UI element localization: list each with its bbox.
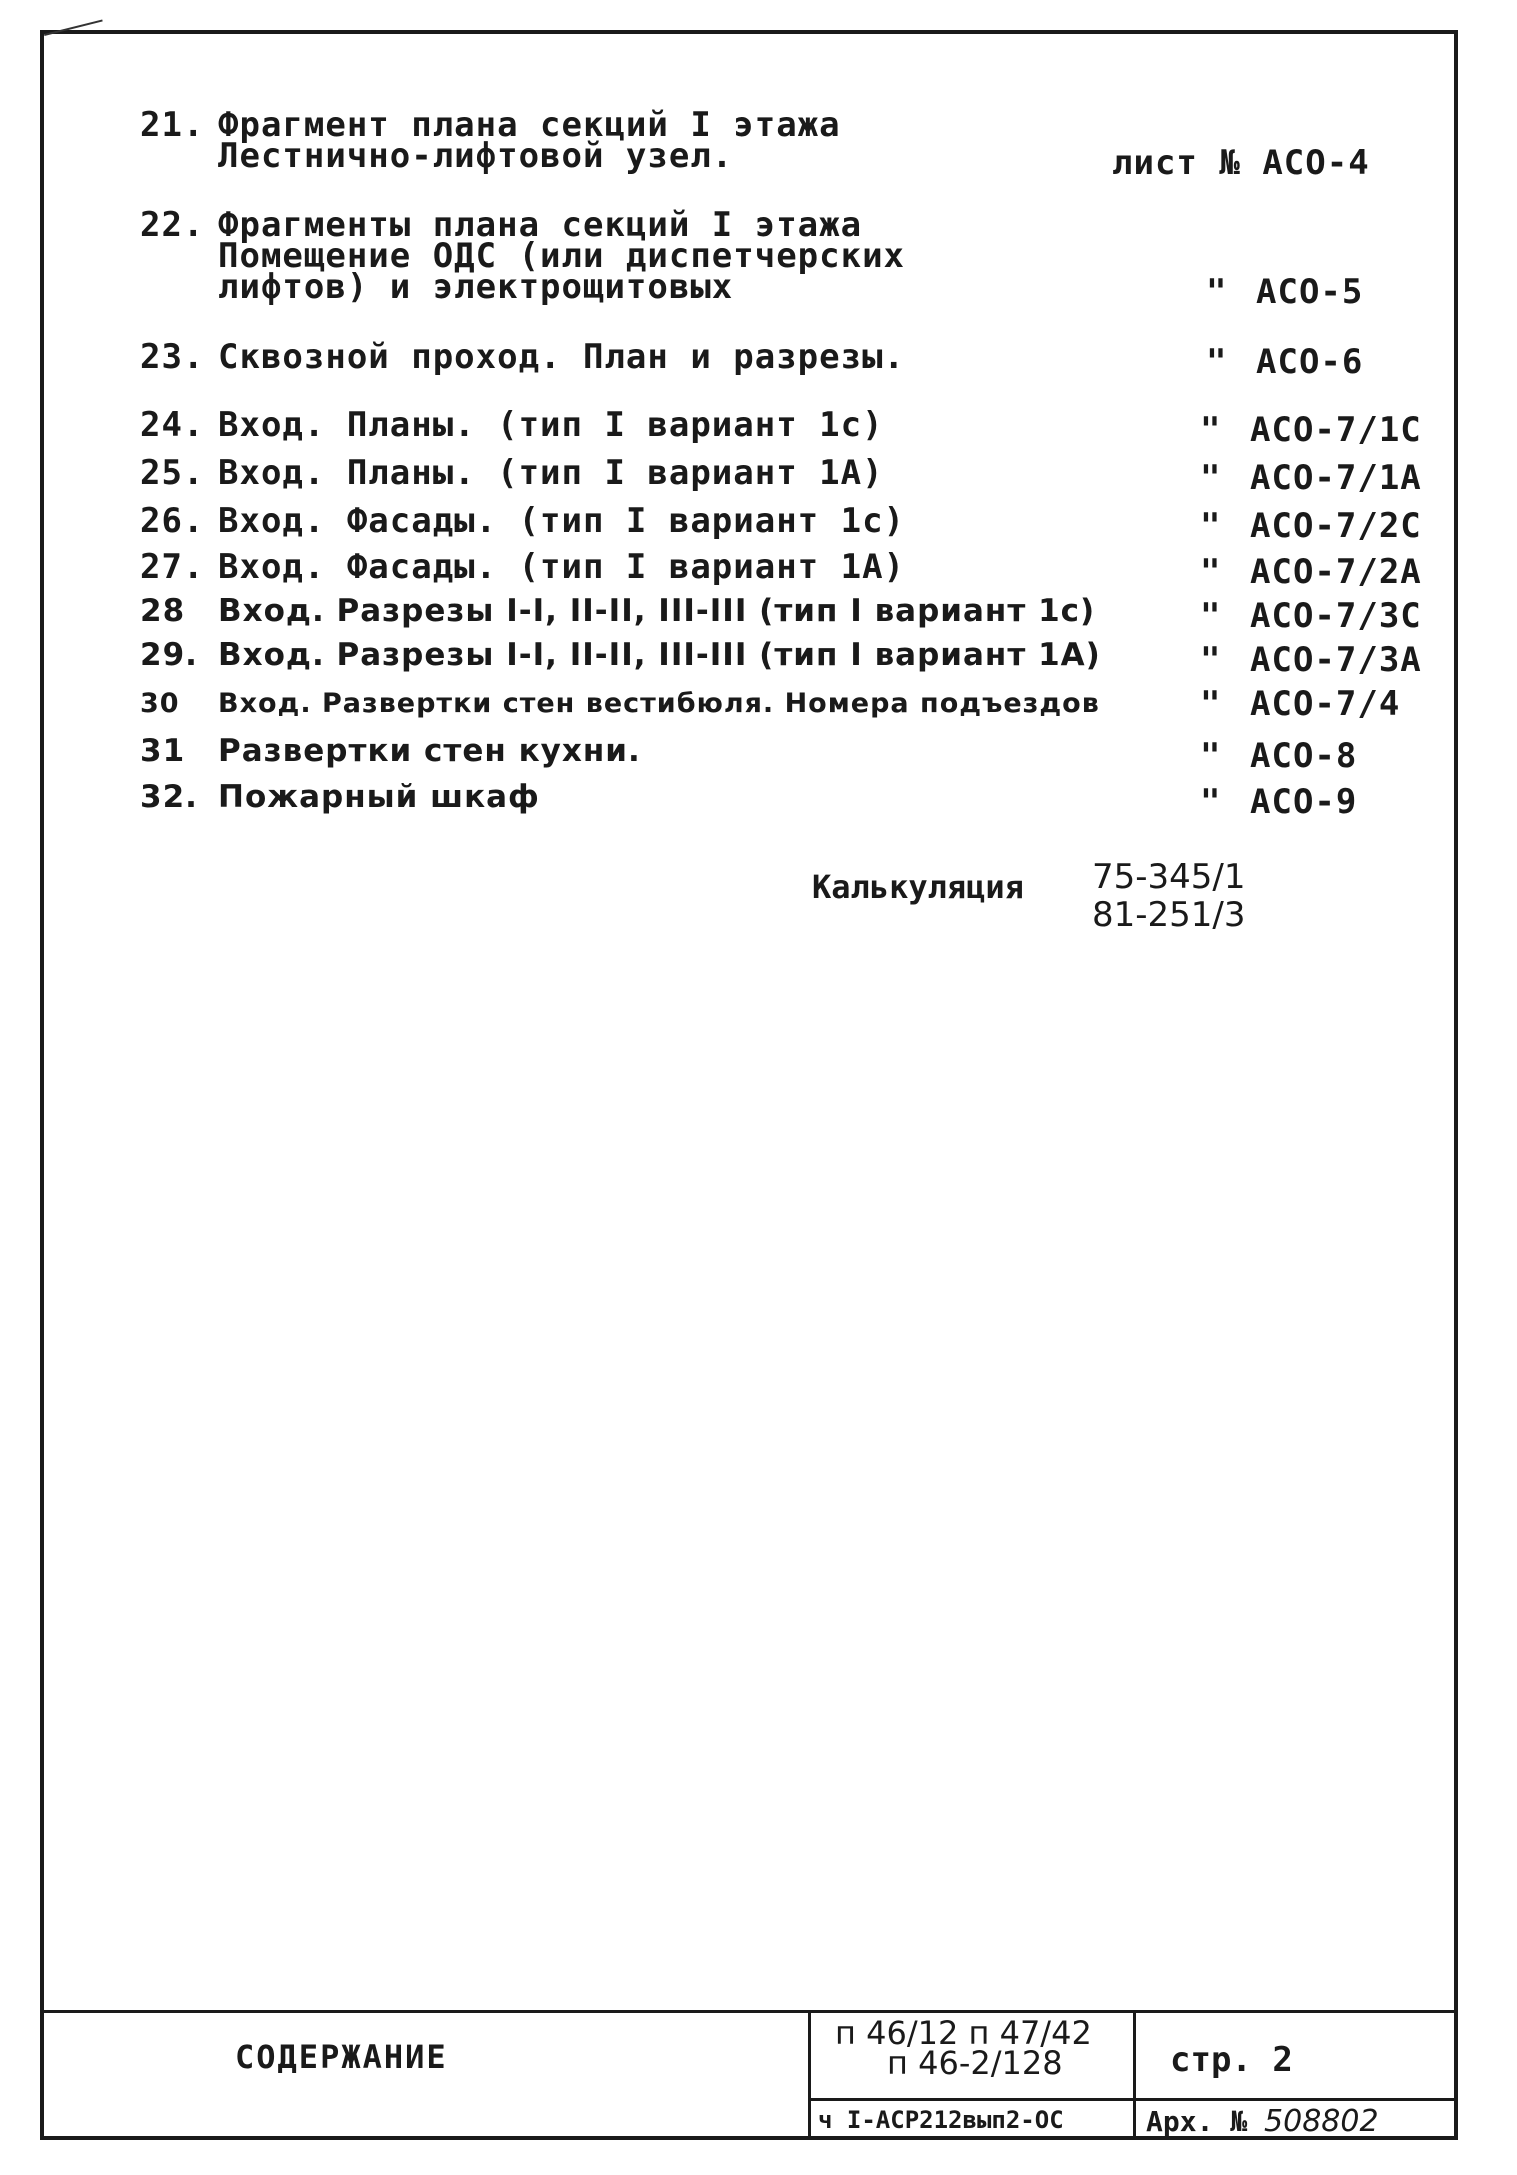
ditto-mark: " — [1200, 782, 1222, 822]
entry-line: лифтов) и электрощитовых — [218, 267, 734, 307]
entry-number: 31 — [140, 733, 186, 769]
title-block-divider — [1133, 2010, 1136, 2140]
entry-number: 24. — [140, 405, 205, 445]
sheet-code: АСО-6 — [1256, 342, 1364, 382]
sheet-ref-30 — [1200, 684, 1400, 724]
entry-text — [218, 453, 884, 493]
entry-number: 29. — [140, 637, 198, 673]
entry-text — [218, 105, 841, 176]
entry-line: Вход. Планы. (тип I вариант 1с) — [218, 405, 884, 445]
calculation-value: 75-345/1 — [1092, 857, 1246, 897]
entry-line: Вход. Развертки стен вестибюля. Номера подъездов — [218, 688, 1100, 719]
calculation-label: Калькуляция — [812, 868, 1024, 906]
sheet-ref-27 — [1200, 552, 1422, 592]
project-code-line: п 46-2/128 — [887, 2044, 1063, 2082]
sheet-ref-25 — [1200, 458, 1422, 498]
entry-line: Фрагмент плана секций I этажа — [218, 105, 841, 145]
entry-line: Вход. Разрезы I-I, II-II, III-III (тип I вариант 1А) — [218, 637, 1101, 673]
calculation-values — [1092, 858, 1246, 934]
sheet-code: АСО-7/1С — [1250, 410, 1422, 450]
project-code-line: п 46/12 п 47/42 — [835, 2014, 1092, 2052]
sheet-ref-23 — [1206, 342, 1363, 382]
entry-text — [218, 337, 906, 377]
archive-label: Арх. № — [1146, 2105, 1248, 2138]
entry-line: Вход. Разрезы I-I, II-II, III-III (тип I вариант 1с) — [218, 593, 1096, 629]
sheet-ref-24 — [1200, 410, 1422, 450]
title-block-divider — [808, 2098, 1458, 2101]
entry-text — [218, 501, 906, 541]
entry-number: 26. — [140, 501, 205, 541]
project-codes — [835, 2014, 1092, 2082]
entry-number: 25. — [140, 453, 205, 493]
title-block-divider — [808, 2010, 811, 2140]
entry-number: 21. — [140, 105, 205, 145]
sheet-code: АСО-4 — [1262, 143, 1370, 183]
entry-number: 30 — [140, 688, 180, 719]
ditto-mark: " — [1200, 506, 1222, 546]
entry-line: Пожарный шкаф — [218, 779, 540, 815]
sheet-ref-32 — [1200, 782, 1357, 822]
title-block-divider — [40, 2010, 1458, 2013]
sheet-ref-26 — [1200, 506, 1422, 546]
ditto-mark: " — [1200, 640, 1222, 680]
sheet-code: АСО-7/2А — [1250, 552, 1422, 592]
entry-text — [218, 593, 1096, 629]
sheet-ref-31 — [1200, 736, 1357, 776]
entry-number: 27. — [140, 547, 205, 587]
entry-line: Помещение ОДС (или диспетчерских — [218, 236, 906, 276]
sheet-code: АСО-7/2С — [1250, 506, 1422, 546]
ditto-mark: " — [1200, 458, 1222, 498]
ditto-mark: " — [1200, 596, 1222, 636]
entry-number: 32. — [140, 779, 198, 815]
entry-line: Сквозной проход. План и разрезы. — [218, 337, 906, 377]
sheet-code: АСО-7/1А — [1250, 458, 1422, 498]
ditto-mark: " — [1206, 342, 1228, 382]
sheet-code: АСО-7/3А — [1250, 640, 1422, 680]
entry-number: 28 — [140, 593, 186, 629]
ditto-mark: " — [1200, 552, 1222, 592]
entry-line: Вход. Фасады. (тип I вариант 1А) — [218, 547, 906, 587]
sheet-code: АСО-9 — [1250, 782, 1358, 822]
sheet-ref-21 — [1112, 143, 1370, 183]
sheet-ref-28 — [1200, 596, 1422, 636]
calculation-value: 81-251/3 — [1092, 895, 1246, 935]
document-code: ч I-АСР212вып2-ОС — [818, 2106, 1064, 2134]
entry-text — [218, 779, 540, 815]
entry-text — [218, 547, 906, 587]
ditto-mark: " — [1200, 410, 1222, 450]
sheet-ref-29 — [1200, 640, 1422, 680]
entry-text — [218, 405, 884, 445]
sheet-code: АСО-7/3С — [1250, 596, 1422, 636]
sheet-ref-22 — [1206, 272, 1363, 312]
sheet-code: АСО-8 — [1250, 736, 1358, 776]
entry-line: Лестнично-лифтовой узел. — [218, 136, 734, 176]
sheet-code: АСО-7/4 — [1250, 684, 1401, 724]
entry-line: Фрагменты плана секций I этажа — [218, 205, 863, 245]
entry-line: Вход. Планы. (тип I вариант 1А) — [218, 453, 884, 493]
ditto-mark: " — [1200, 736, 1222, 776]
page-number: стр. 2 — [1170, 2040, 1293, 2080]
document-title: СОДЕРЖАНИЕ — [235, 2038, 448, 2076]
entry-line: Вход. Фасады. (тип I вариант 1с) — [218, 501, 906, 541]
entry-text — [218, 205, 906, 307]
corner-mark — [44, 19, 108, 55]
archive-number — [1146, 2104, 1379, 2139]
ditto-mark: " — [1206, 272, 1228, 312]
entry-text — [218, 733, 641, 769]
entry-text — [218, 637, 1101, 673]
entry-text — [218, 688, 1100, 719]
entry-line: Развертки стен кухни. — [218, 733, 641, 769]
title-block — [40, 2010, 1458, 2140]
entry-number: 23. — [140, 337, 205, 377]
ditto-mark: " — [1200, 684, 1222, 724]
entry-number: 22. — [140, 205, 205, 245]
sheet-code: АСО-5 — [1256, 272, 1364, 312]
sheet-prefix: лист № — [1112, 143, 1241, 183]
archive-value: 508802 — [1264, 2104, 1379, 2139]
